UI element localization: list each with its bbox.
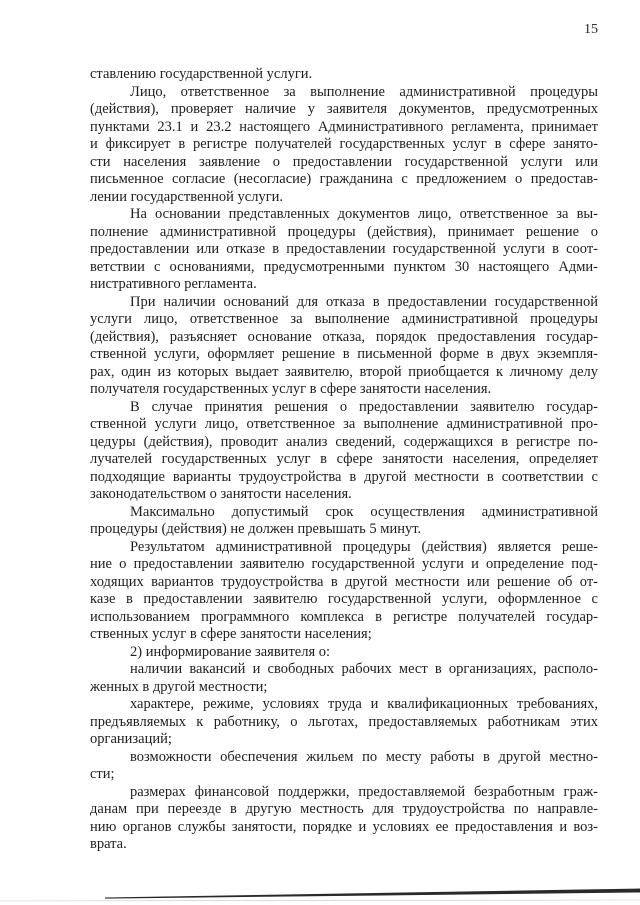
text-line: организаций; [90,731,172,747]
paragraph-document-check [90,84,598,207]
text-line: врата. [90,836,127,852]
text-line: пунктами 23.1 и 23.2 настоящего Административного регламента, принимает [90,118,598,135]
text-line: нистративного регламента. [90,276,257,292]
text-line: получателя государственных услуг в сфере занятости населения. [90,381,492,397]
paragraph-continuation [90,66,598,84]
text-line: данам при переезде в другую местность для трудоустройства по направле- [90,801,598,817]
text-line: ственных услуг в сфере занятости населения; [90,626,372,642]
text-line: ственной услуги, оформляет решение в письменной форме в двух экземпля- [90,346,598,362]
text-line: Лицо, ответственное за выполнение административной процедуры [130,83,598,100]
text-line: казе в предоставлении заявителю государственной услуги, оформленное с [90,591,598,607]
text-line: письменное согласие (несогласие) гражданина с предложением о предостав- [90,171,598,187]
text-line: ходящих вариантов трудоустройства в другой местности или решение об от- [90,573,598,590]
text-line: возможности обеспечения жильем по месту работы в другой местно- [130,748,598,765]
text-line: цедуры (действия), проводит анализ сведений, содержащихся в регистре по- [90,433,598,450]
text-line: ственной услуги лицо, ответственное за выполнение административной про- [90,416,598,432]
text-line: процедуры (действия) не должен превышать 5 минут. [90,521,422,537]
text-line: предоставлении или отказе в предоставлении государственной услуги в соот- [90,241,598,257]
paragraph-max-duration [90,504,598,539]
text-line: лении государственной услуги. [90,188,284,205]
text-line: рах, один из которых выдает заявителю, второй приобщается к личному делу [90,363,598,380]
paragraph-approval-analysis [90,399,598,504]
paragraph-decision [90,206,598,294]
text-line: подходящие варианты трудоустройства в другой местности в соответствии с [90,468,598,485]
text-line: предъявляемых к работнику, о льготах, предоставляемых работникам этих [90,713,598,730]
text-line: использованием программного комплекса в регистре получателей государ- [90,608,598,625]
scan-edge-mark [0,880,640,904]
text-line: Результатом административной процедуры (действия) является реше- [130,538,598,555]
list-item-working-conditions [90,696,598,749]
page-number: 15 [584,22,598,37]
text-line: законодательством о занятости населения. [90,486,352,502]
text-line: размерах финансовой поддержки, предоставляемой безработным граж- [130,783,598,800]
text-line: женных в другой местности; [90,678,268,695]
document-body [90,66,598,854]
text-line: наличии вакансий и свободных рабочих мест в организациях, располо- [130,661,598,677]
paragraph-refusal [90,294,598,399]
list-item-financial-support [90,784,598,854]
paragraph-result [90,539,598,644]
text-line: В случае принятия решения о предоставлении заявителю государ- [130,398,598,415]
text-line: При наличии оснований для отказа в предоставлении государственной [130,293,598,310]
list-item-housing [90,749,598,784]
text-line: Максимально допустимый срок осуществления административной [130,503,598,520]
text-line: нию органов службы занятости, порядке и условиях ее предоставления и воз- [90,818,598,835]
text-line: лучателей государственных услуг в сфере занятости населения, определяет [90,451,598,467]
text-line: услуги лицо, ответственное за выполнение административной процедуры [90,311,598,327]
text-line: сти; [90,766,115,782]
text-line: 2) информирование заявителя о: [130,643,331,660]
list-item-vacancies [90,661,598,696]
text-line: и фиксирует в регистре получателей государственных услуг в сфере занято- [90,136,598,152]
text-line: характере, режиме, условиях труда и квалификационных требованиях, [130,696,598,712]
list-item-informing-heading [90,644,598,662]
text-line: (действия), разъясняет основание отказа, порядок предоставления государ- [90,328,598,345]
text-line: ние о предоставлении заявителю государственной услуги и определение под- [90,556,598,572]
text-line: ставлению государственной услуги. [90,66,313,82]
text-line: полнение административной процедуры (действия), принимает решение о [90,223,598,240]
text-line: ветствии с основаниями, предусмотренными пунктом 30 настоящего Адми- [90,258,598,275]
text-line: сти населения заявление о предоставлении государственной услуги или [90,153,598,170]
text-line: (действия), проверяет наличие у заявителя документов, предусмотренных [90,101,598,117]
text-line: На основании представленных документов лицо, ответственное за вы- [130,206,598,222]
